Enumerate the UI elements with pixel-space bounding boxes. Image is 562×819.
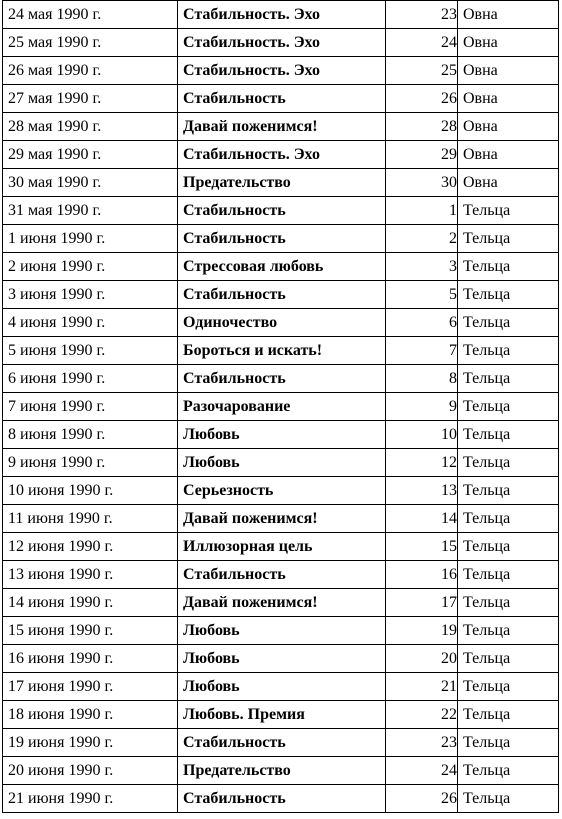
- date-cell: 12 июня 1990 г.: [3, 533, 178, 561]
- number-cell: 24: [386, 757, 458, 785]
- sign-cell: Тельца: [458, 589, 559, 617]
- theme-cell: Стабильность. Эхо: [178, 1, 386, 29]
- date-cell: 26 мая 1990 г.: [3, 57, 178, 85]
- table-row: [3, 1, 559, 29]
- table-row: [3, 337, 559, 365]
- sign-cell: Тельца: [458, 561, 559, 589]
- sign-cell: Тельца: [458, 645, 559, 673]
- date-cell: 4 июня 1990 г.: [3, 309, 178, 337]
- table-row: [3, 253, 559, 281]
- number-cell: 2: [386, 225, 458, 253]
- theme-cell: Любовь: [178, 421, 386, 449]
- table-row: [3, 477, 559, 505]
- theme-cell: Стрессовая любовь: [178, 253, 386, 281]
- sign-cell: Овна: [458, 29, 559, 57]
- sign-cell: Тельца: [458, 477, 559, 505]
- sign-cell: Тельца: [458, 197, 559, 225]
- theme-cell: Давай поженимся!: [178, 505, 386, 533]
- date-cell: 21 июня 1990 г.: [3, 785, 178, 813]
- sign-cell: Тельца: [458, 393, 559, 421]
- theme-cell: Стабильность: [178, 225, 386, 253]
- table-row: [3, 197, 559, 225]
- sign-cell: Тельца: [458, 533, 559, 561]
- theme-cell: Одиночество: [178, 309, 386, 337]
- sign-cell: Тельца: [458, 757, 559, 785]
- sign-cell: Тельца: [458, 617, 559, 645]
- theme-cell: Стабильность: [178, 561, 386, 589]
- theme-cell: Стабильность: [178, 85, 386, 113]
- theme-cell: Любовь: [178, 673, 386, 701]
- number-cell: 8: [386, 365, 458, 393]
- number-cell: 5: [386, 281, 458, 309]
- date-cell: 28 мая 1990 г.: [3, 113, 178, 141]
- table-row: [3, 309, 559, 337]
- table-row: [3, 673, 559, 701]
- sign-cell: Тельца: [458, 673, 559, 701]
- sign-cell: Овна: [458, 85, 559, 113]
- table-row: [3, 757, 559, 785]
- number-cell: 29: [386, 141, 458, 169]
- date-cell: 30 мая 1990 г.: [3, 169, 178, 197]
- table-row: [3, 141, 559, 169]
- theme-cell: Разочарование: [178, 393, 386, 421]
- date-cell: 6 июня 1990 г.: [3, 365, 178, 393]
- table-row: [3, 561, 559, 589]
- number-cell: 10: [386, 421, 458, 449]
- date-cell: 11 июня 1990 г.: [3, 505, 178, 533]
- theme-cell: Стабильность. Эхо: [178, 141, 386, 169]
- table-row: [3, 57, 559, 85]
- table-row: [3, 785, 559, 813]
- table-row: [3, 29, 559, 57]
- date-cell: 13 июня 1990 г.: [3, 561, 178, 589]
- date-cell: 5 июня 1990 г.: [3, 337, 178, 365]
- date-cell: 24 мая 1990 г.: [3, 1, 178, 29]
- theme-cell: Иллюзорная цель: [178, 533, 386, 561]
- theme-cell: Стабильность: [178, 729, 386, 757]
- date-cell: 31 мая 1990 г.: [3, 197, 178, 225]
- sign-cell: Тельца: [458, 421, 559, 449]
- sign-cell: Овна: [458, 57, 559, 85]
- number-cell: 14: [386, 505, 458, 533]
- sign-cell: Тельца: [458, 253, 559, 281]
- number-cell: 26: [386, 85, 458, 113]
- date-cell: 17 июня 1990 г.: [3, 673, 178, 701]
- sign-cell: Овна: [458, 169, 559, 197]
- number-cell: 20: [386, 645, 458, 673]
- theme-cell: Предательство: [178, 757, 386, 785]
- table-row: [3, 533, 559, 561]
- date-cell: 25 мая 1990 г.: [3, 29, 178, 57]
- number-cell: 16: [386, 561, 458, 589]
- table-row: [3, 225, 559, 253]
- number-cell: 28: [386, 113, 458, 141]
- table-row: [3, 645, 559, 673]
- theme-cell: Стабильность: [178, 785, 386, 813]
- theme-cell: Стабильность. Эхо: [178, 29, 386, 57]
- number-cell: 3: [386, 253, 458, 281]
- number-cell: 21: [386, 673, 458, 701]
- sign-cell: Тельца: [458, 309, 559, 337]
- table-row: [3, 589, 559, 617]
- number-cell: 24: [386, 29, 458, 57]
- number-cell: 23: [386, 729, 458, 757]
- date-cell: 10 июня 1990 г.: [3, 477, 178, 505]
- table-row: [3, 365, 559, 393]
- sign-cell: Овна: [458, 1, 559, 29]
- number-cell: 13: [386, 477, 458, 505]
- theme-cell: Любовь: [178, 645, 386, 673]
- number-cell: 9: [386, 393, 458, 421]
- number-cell: 19: [386, 617, 458, 645]
- date-cell: 16 июня 1990 г.: [3, 645, 178, 673]
- sign-cell: Тельца: [458, 785, 559, 813]
- theme-cell: Любовь: [178, 617, 386, 645]
- date-cell: 18 июня 1990 г.: [3, 701, 178, 729]
- theme-cell: Стабильность: [178, 281, 386, 309]
- table-row: [3, 701, 559, 729]
- number-cell: 6: [386, 309, 458, 337]
- date-cell: 2 июня 1990 г.: [3, 253, 178, 281]
- number-cell: 7: [386, 337, 458, 365]
- date-cell: 1 июня 1990 г.: [3, 225, 178, 253]
- table-row: [3, 169, 559, 197]
- date-cell: 7 июня 1990 г.: [3, 393, 178, 421]
- number-cell: 25: [386, 57, 458, 85]
- date-cell: 20 июня 1990 г.: [3, 757, 178, 785]
- sign-cell: Овна: [458, 113, 559, 141]
- theme-cell: Любовь. Премия: [178, 701, 386, 729]
- sign-cell: Тельца: [458, 337, 559, 365]
- table-row: [3, 449, 559, 477]
- sign-cell: Тельца: [458, 505, 559, 533]
- date-cell: 29 мая 1990 г.: [3, 141, 178, 169]
- theme-cell: Любовь: [178, 449, 386, 477]
- table-row: [3, 393, 559, 421]
- table-body: [3, 1, 559, 813]
- number-cell: 30: [386, 169, 458, 197]
- theme-cell: Серьезность: [178, 477, 386, 505]
- sign-cell: Тельца: [458, 365, 559, 393]
- number-cell: 12: [386, 449, 458, 477]
- theme-cell: Давай поженимся!: [178, 113, 386, 141]
- table-row: [3, 505, 559, 533]
- number-cell: 1: [386, 197, 458, 225]
- date-cell: 19 июня 1990 г.: [3, 729, 178, 757]
- date-cell: 8 июня 1990 г.: [3, 421, 178, 449]
- sign-cell: Тельца: [458, 449, 559, 477]
- date-cell: 9 июня 1990 г.: [3, 449, 178, 477]
- theme-cell: Предательство: [178, 169, 386, 197]
- sign-cell: Тельца: [458, 701, 559, 729]
- table-row: [3, 617, 559, 645]
- theme-cell: Давай поженимся!: [178, 589, 386, 617]
- sign-cell: Тельца: [458, 225, 559, 253]
- date-cell: 14 июня 1990 г.: [3, 589, 178, 617]
- number-cell: 23: [386, 1, 458, 29]
- data-table: [2, 0, 559, 813]
- theme-cell: Стабильность. Эхо: [178, 57, 386, 85]
- number-cell: 17: [386, 589, 458, 617]
- theme-cell: Бороться и искать!: [178, 337, 386, 365]
- theme-cell: Стабильность: [178, 365, 386, 393]
- table-row: [3, 729, 559, 757]
- number-cell: 26: [386, 785, 458, 813]
- date-cell: 27 мая 1990 г.: [3, 85, 178, 113]
- sign-cell: Овна: [458, 141, 559, 169]
- table-row: [3, 281, 559, 309]
- sign-cell: Тельца: [458, 281, 559, 309]
- table-row: [3, 113, 559, 141]
- number-cell: 22: [386, 701, 458, 729]
- table-row: [3, 85, 559, 113]
- number-cell: 15: [386, 533, 458, 561]
- table-row: [3, 421, 559, 449]
- date-cell: 3 июня 1990 г.: [3, 281, 178, 309]
- sign-cell: Тельца: [458, 729, 559, 757]
- theme-cell: Стабильность: [178, 197, 386, 225]
- date-cell: 15 июня 1990 г.: [3, 617, 178, 645]
